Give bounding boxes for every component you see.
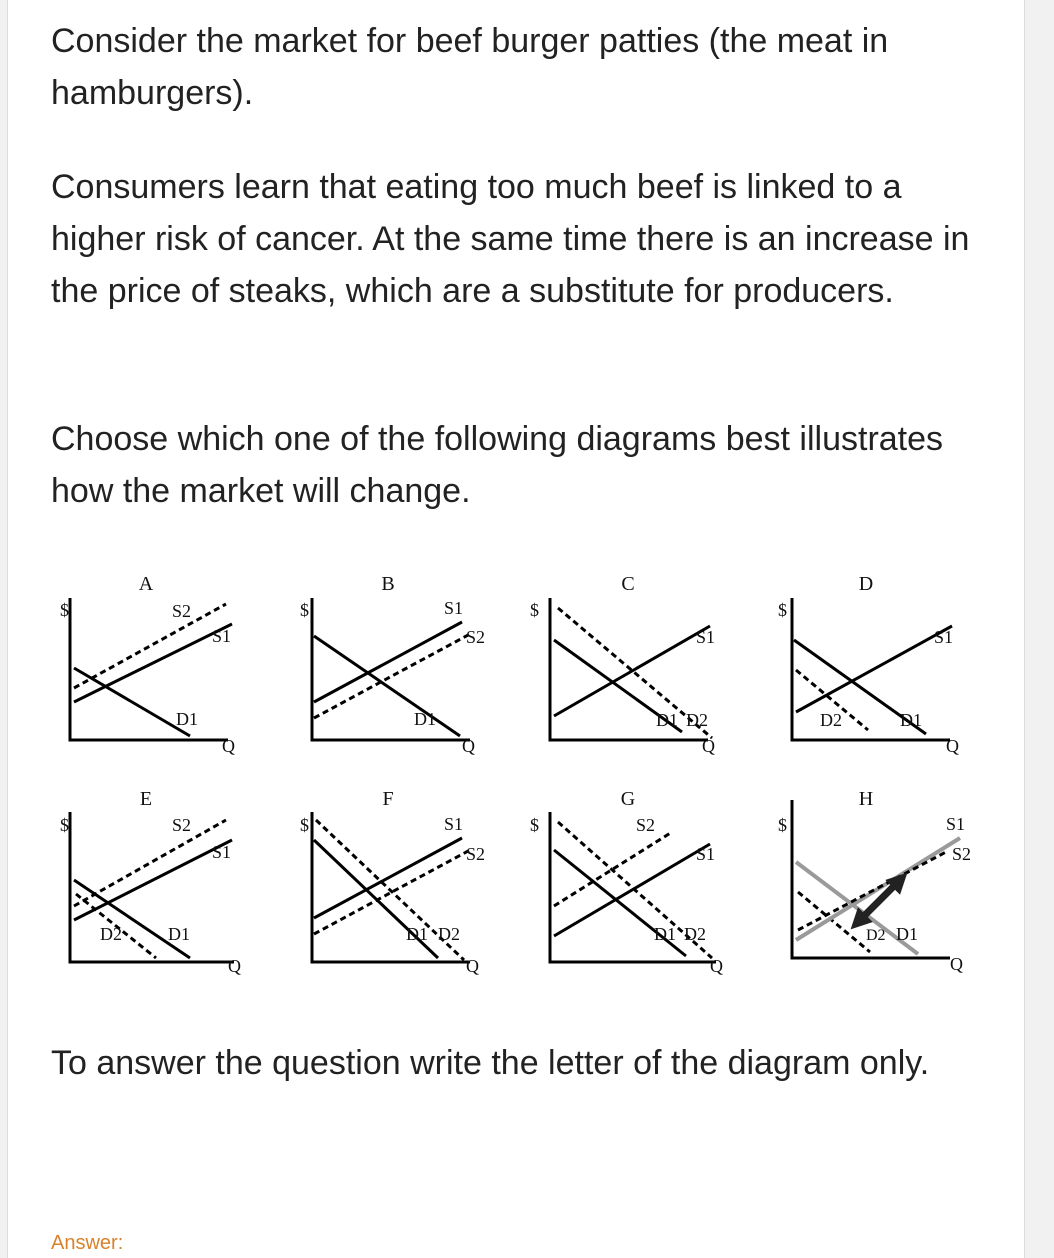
s2-label: S2 xyxy=(172,601,192,621)
d2-label: D2 xyxy=(820,710,842,730)
s2-label: S2 xyxy=(952,844,972,864)
d2-label: D2 xyxy=(100,924,122,944)
question-scenario: Consumers learn that eating too much beef is linked to a higher risk of cancer. At the same time there is an increase in the price of steaks, which are a substitute for producers. xyxy=(51,168,970,310)
axes xyxy=(312,598,470,740)
axes xyxy=(70,598,228,740)
price-axis-label: $ xyxy=(300,815,309,835)
d2-label: D2 xyxy=(684,924,706,944)
supply-line-s1 xyxy=(796,626,952,712)
s2-label: S2 xyxy=(466,844,486,864)
price-axis-label: $ xyxy=(300,600,309,620)
diagram-letter: B xyxy=(381,573,395,595)
price-axis-label: $ xyxy=(530,600,539,620)
supply-line-s1 xyxy=(314,838,462,918)
price-axis-label: $ xyxy=(530,815,539,835)
d2-label: D2 xyxy=(686,710,708,730)
quantity-axis-label: Q xyxy=(950,954,963,974)
question-prompt: Choose which one of the following diagrams best illustrates how the market will change. xyxy=(51,420,944,510)
diagram-letter: F xyxy=(382,788,394,810)
quantity-axis-label: Q xyxy=(946,736,959,756)
s1-label: S1 xyxy=(696,844,716,864)
s1-label: S1 xyxy=(444,598,464,618)
diagram-a[interactable] xyxy=(60,573,235,756)
supply-line-s2 xyxy=(314,634,470,718)
quantity-axis-label: Q xyxy=(466,956,479,976)
diagram-c[interactable] xyxy=(530,573,715,756)
diagram-b[interactable] xyxy=(300,573,485,756)
diagram-h[interactable] xyxy=(778,788,971,974)
diagram-letter: D xyxy=(858,573,874,595)
answer-instruction: To answer the question write the letter of the diagram only. xyxy=(51,1044,930,1082)
d1-label: D1 xyxy=(414,709,436,729)
diagram-letter: C xyxy=(621,573,635,595)
supply-line-s2 xyxy=(74,604,226,688)
price-axis-label: $ xyxy=(778,600,787,620)
supply-line-s1 xyxy=(74,624,232,702)
s1-label: S1 xyxy=(212,626,232,646)
supply-line-s1 xyxy=(74,840,232,920)
quantity-axis-label: Q xyxy=(222,736,235,756)
supply-line-s1 xyxy=(554,626,710,716)
s1-label: S1 xyxy=(946,814,966,834)
s1-label: S1 xyxy=(696,627,716,647)
price-axis-label: $ xyxy=(60,600,69,620)
supply-line-s2 xyxy=(74,820,226,906)
d1-label: D1 xyxy=(654,924,676,944)
s1-label: S1 xyxy=(212,842,232,862)
s2-label: S2 xyxy=(636,815,656,835)
price-axis-label: $ xyxy=(778,815,787,835)
quantity-axis-label: Q xyxy=(228,956,241,976)
axes xyxy=(70,812,234,962)
d1-label: D1 xyxy=(176,709,198,729)
diagram-letter: G xyxy=(620,788,636,810)
d1-label: D1 xyxy=(896,924,918,944)
diagram-letter: H xyxy=(858,788,874,810)
s2-label: S2 xyxy=(466,627,486,647)
d2-label: D2 xyxy=(438,924,460,944)
quantity-axis-label: Q xyxy=(462,736,475,756)
s1-label: S1 xyxy=(444,814,464,834)
demand-line-d1 xyxy=(74,668,190,736)
d1-label: D1 xyxy=(168,924,190,944)
quantity-axis-label: Q xyxy=(702,736,715,756)
diagram-f[interactable] xyxy=(300,788,485,976)
d1-label: D1 xyxy=(656,710,678,730)
s1-label: S1 xyxy=(934,627,954,647)
d1-label: D1 xyxy=(900,710,922,730)
question-intro: Consider the market for beef burger patties (the meat in hamburgers). xyxy=(51,22,889,112)
quantity-axis-label: Q xyxy=(710,956,723,976)
diagram-e[interactable] xyxy=(60,788,241,976)
price-axis-label: $ xyxy=(60,815,69,835)
d1-label: D1 xyxy=(406,924,428,944)
answer-label: Answer: xyxy=(51,1232,124,1254)
diagram-g[interactable] xyxy=(530,788,723,976)
diagram-d[interactable] xyxy=(778,573,959,756)
s2-label: S2 xyxy=(172,815,192,835)
diagram-letter: E xyxy=(139,788,153,810)
diagram-letter: A xyxy=(138,573,154,595)
supply-line-s1 xyxy=(314,622,462,702)
d2-label: D2 xyxy=(866,927,886,944)
